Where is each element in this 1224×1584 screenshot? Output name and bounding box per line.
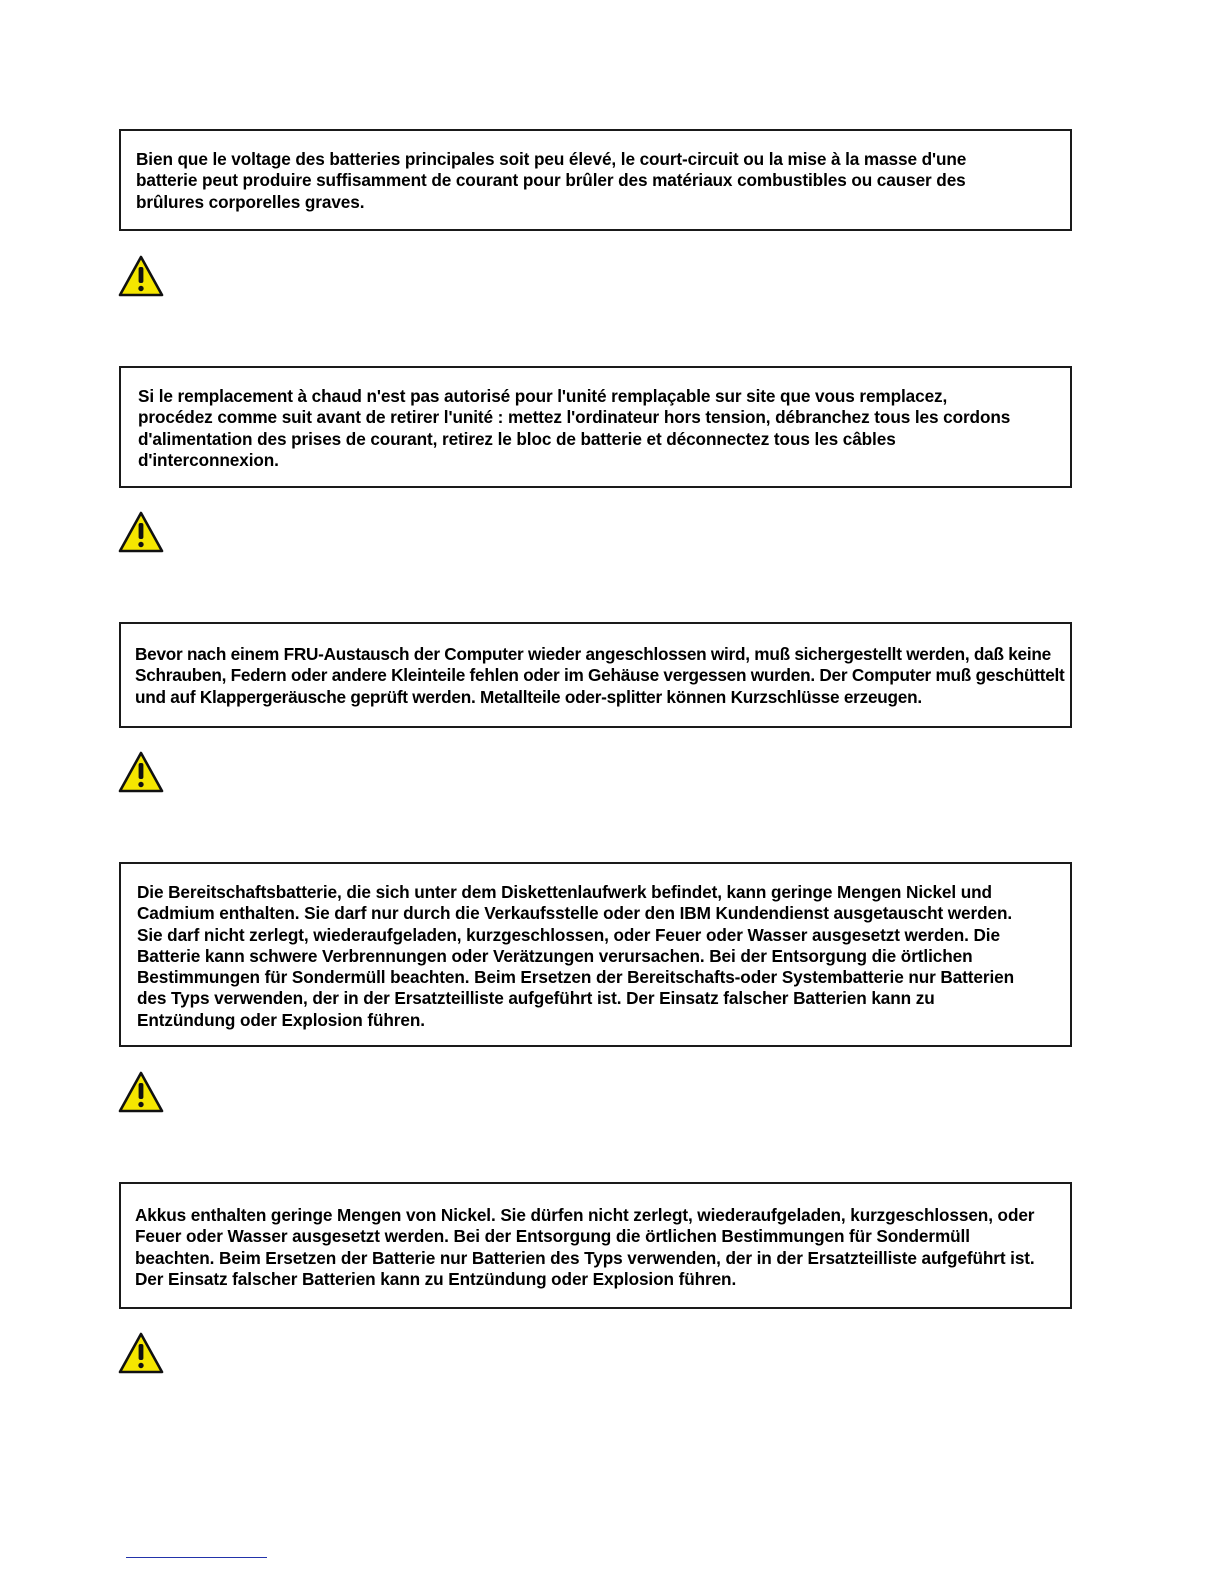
notice-box-5: [119, 1182, 1072, 1309]
caution-triangle-icon: [118, 255, 164, 297]
notice-box-4: [119, 862, 1072, 1047]
notice-text-3: Bevor nach einem FRU-Austausch der Computer wieder angeschlossen wird, muß sichergestellt werden, daß keine Schrauben, Federn oder andere Kleinteile fehlen oder im Gehäuse vergessen wurden. Der Computer muß geschüttelt und auf Klappergeräusche geprüft werden. Metallteile oder-splitter können Kurzschlüsse erzeugen.: [135, 644, 1065, 707]
notice-box-1: [119, 129, 1072, 231]
notice-text-4: Die Bereitschaftsbatterie, die sich unter dem Diskettenlaufwerk befindet, kann geringe Mengen Nickel und Cadmium enthalten. Sie darf nur durch die Verkaufsstelle oder den IBM Kundendienst ausgetauscht werden. Sie darf nicht zerlegt, wiederaufgeladen, kurzgeschlossen, oder Feuer oder Wasser ausgesetzt werden. Die Batterie kann schwere Verbrennungen oder Verätzungen verursachen. Bei der Entsorgung die örtlichen Bestimmungen für Sondermüll beachten. Beim Ersetzen der Bereitschafts-oder Systembatterie nur Batterien des Typs verwenden, der in der Ersatzteilliste aufgeführt ist. Der Einsatz falscher Batterien kann zu Entzündung oder Explosion führen.: [137, 882, 1014, 1030]
notice-text-2: Si le remplacement à chaud n'est pas autorisé pour l'unité remplaçable sur site que vous remplacez, procédez comme suit avant de retirer l'unité : mettez l'ordinateur hors tension, débranchez tous les cordons d'alimentation des prises de courant, retirez le bloc de batterie et déconnectez tous les câbles d'interconnexion.: [138, 386, 1011, 470]
caution-triangle-icon: [118, 1071, 164, 1113]
notice-text-5: Akkus enthalten geringe Mengen von Nickel. Sie dürfen nicht zerlegt, wiederaufgeladen, kurzgeschlossen, oder Feuer oder Wasser ausgesetzt werden. Bei der Entsorgung die örtlichen Bestimmungen für Sondermüll beachten. Beim Ersetzen der Batterie nur Batterien des Typs verwenden, der in der Ersatzteilliste aufgeführt ist. Der Einsatz falscher Batterien kann zu Entzündung oder Explosion führen.: [135, 1205, 1035, 1289]
caution-triangle-icon: [118, 511, 164, 553]
caution-triangle-icon: [118, 751, 164, 793]
caution-triangle-icon: [118, 1332, 164, 1374]
notice-box-2: [119, 366, 1072, 488]
footer-rule: [126, 1557, 267, 1558]
notice-box-3: [119, 622, 1072, 728]
notice-text-1: Bien que le voltage des batteries principales soit peu élevé, le court-circuit ou la mise à la masse d'une batterie peut produire suffisamment de courant pour brûler des matériaux combustibles ou causer des brûlures corporelles graves.: [136, 149, 967, 212]
